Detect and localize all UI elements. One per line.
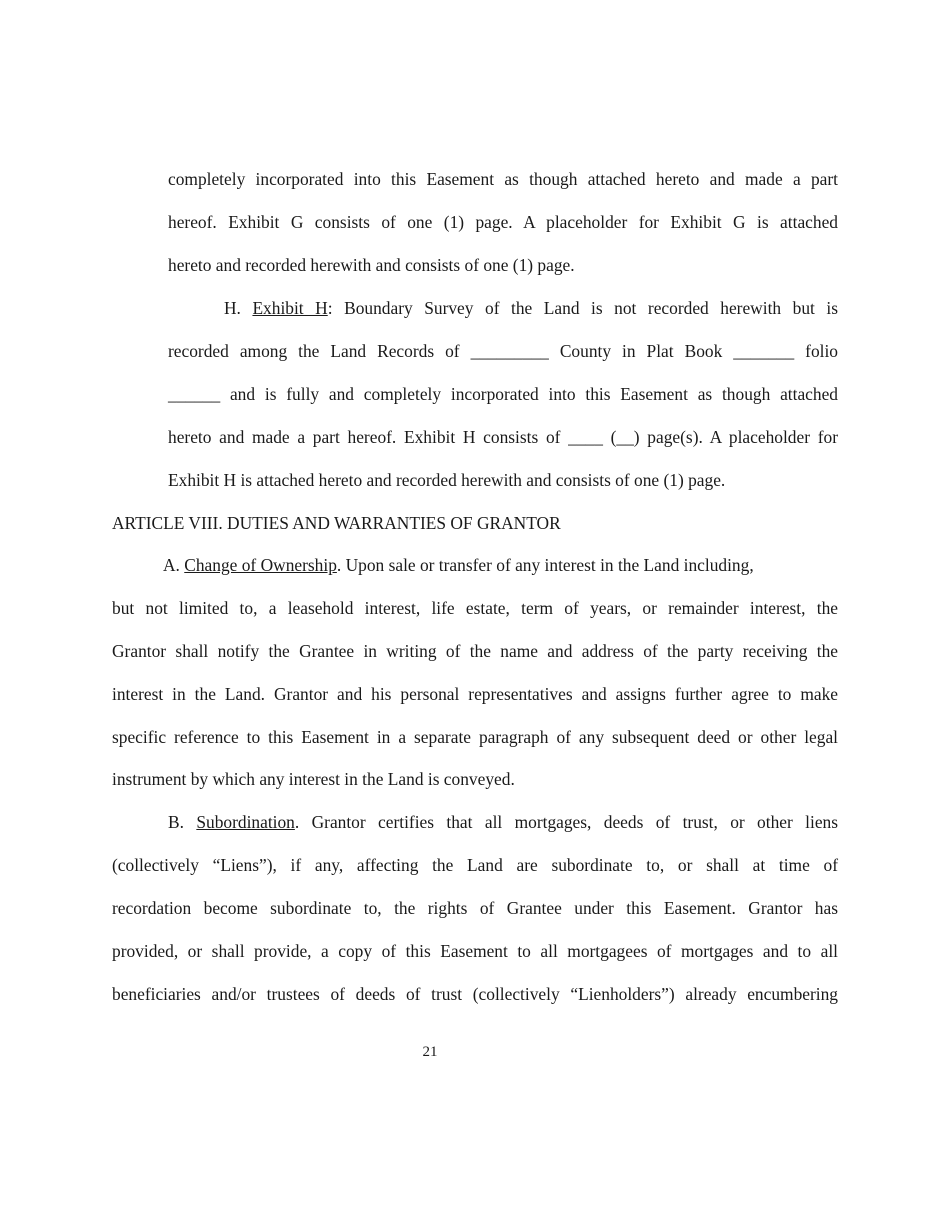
section-a-title: Change of Ownership <box>184 555 337 575</box>
page-number: 21 <box>422 1044 438 1060</box>
exhibit-h-line-5: Exhibit H is attached hereto and recorded herewith and consists of one (1) page. <box>168 470 726 490</box>
exhibit-g-line-3: hereto and recorded herewith and consists of one (1) page. <box>168 255 575 275</box>
section-b-prefix: B. <box>168 812 197 832</box>
section-b-title: Subordination <box>196 812 295 832</box>
exhibit-h-line-4: hereto and made a part hereof. Exhibit H consists of ____ (__) page(s). A placeholder for <box>168 427 838 447</box>
section-a-line-6: instrument by which any interest in the Land is conveyed. <box>112 769 515 789</box>
exhibit-h-prefix: H. <box>224 298 253 318</box>
exhibit-g-line-2: hereof. Exhibit G consists of one (1) page. A placeholder for Exhibit G is attached <box>168 212 838 232</box>
section-a-line-2: but not limited to, a leasehold interest, life estate, term of years, or remainder interest, the <box>112 598 838 618</box>
section-b-line-3: recordation become subordinate to, the rights of Grantee under this Easement. Grantor has <box>112 898 838 918</box>
section-a-line-3: Grantor shall notify the Grantee in writing of the name and address of the party receiving the <box>112 641 838 661</box>
article-viii-heading: ARTICLE VIII. DUTIES AND WARRANTIES OF GRANTOR <box>112 513 561 533</box>
section-a-line-5: specific reference to this Easement in a separate paragraph of any subsequent deed or other legal <box>112 727 838 747</box>
section-b-line-1 <box>168 811 838 833</box>
exhibit-h-line-2: recorded among the Land Records of _________ County in Plat Book _______ folio <box>168 341 838 361</box>
section-b-line-4: provided, or shall provide, a copy of this Easement to all mortgagees of mortgages and to all <box>112 941 838 961</box>
exhibit-h-line-1 <box>224 297 838 319</box>
exhibit-h-title: Exhibit H <box>252 298 328 318</box>
section-a-line-1-text: . Upon sale or transfer of any interest in the Land including, <box>336 555 754 575</box>
section-b-line-2: (collectively “Liens”), if any, affecting the Land are subordinate to, or shall at time of <box>112 855 838 875</box>
section-a-line-1 <box>163 554 754 576</box>
exhibit-h-line-3: ______ and is fully and completely incorporated into this Easement as though attached <box>168 384 838 404</box>
section-a-line-4: interest in the Land. Grantor and his personal representatives and assigns further agree to make <box>112 684 838 704</box>
section-a-prefix: A. <box>163 555 185 575</box>
section-b-line-1-text: . Grantor certifies that all mortgages, deeds of trust, or other liens <box>294 812 839 832</box>
exhibit-g-line-1: completely incorporated into this Easement as though attached hereto and made a part <box>168 169 838 189</box>
section-b-line-5: beneficiaries and/or trustees of deeds of trust (collectively “Lienholders”) already encumbering <box>112 984 838 1004</box>
exhibit-h-line-1-text: : Boundary Survey of the Land is not recorded herewith but is <box>327 298 838 318</box>
